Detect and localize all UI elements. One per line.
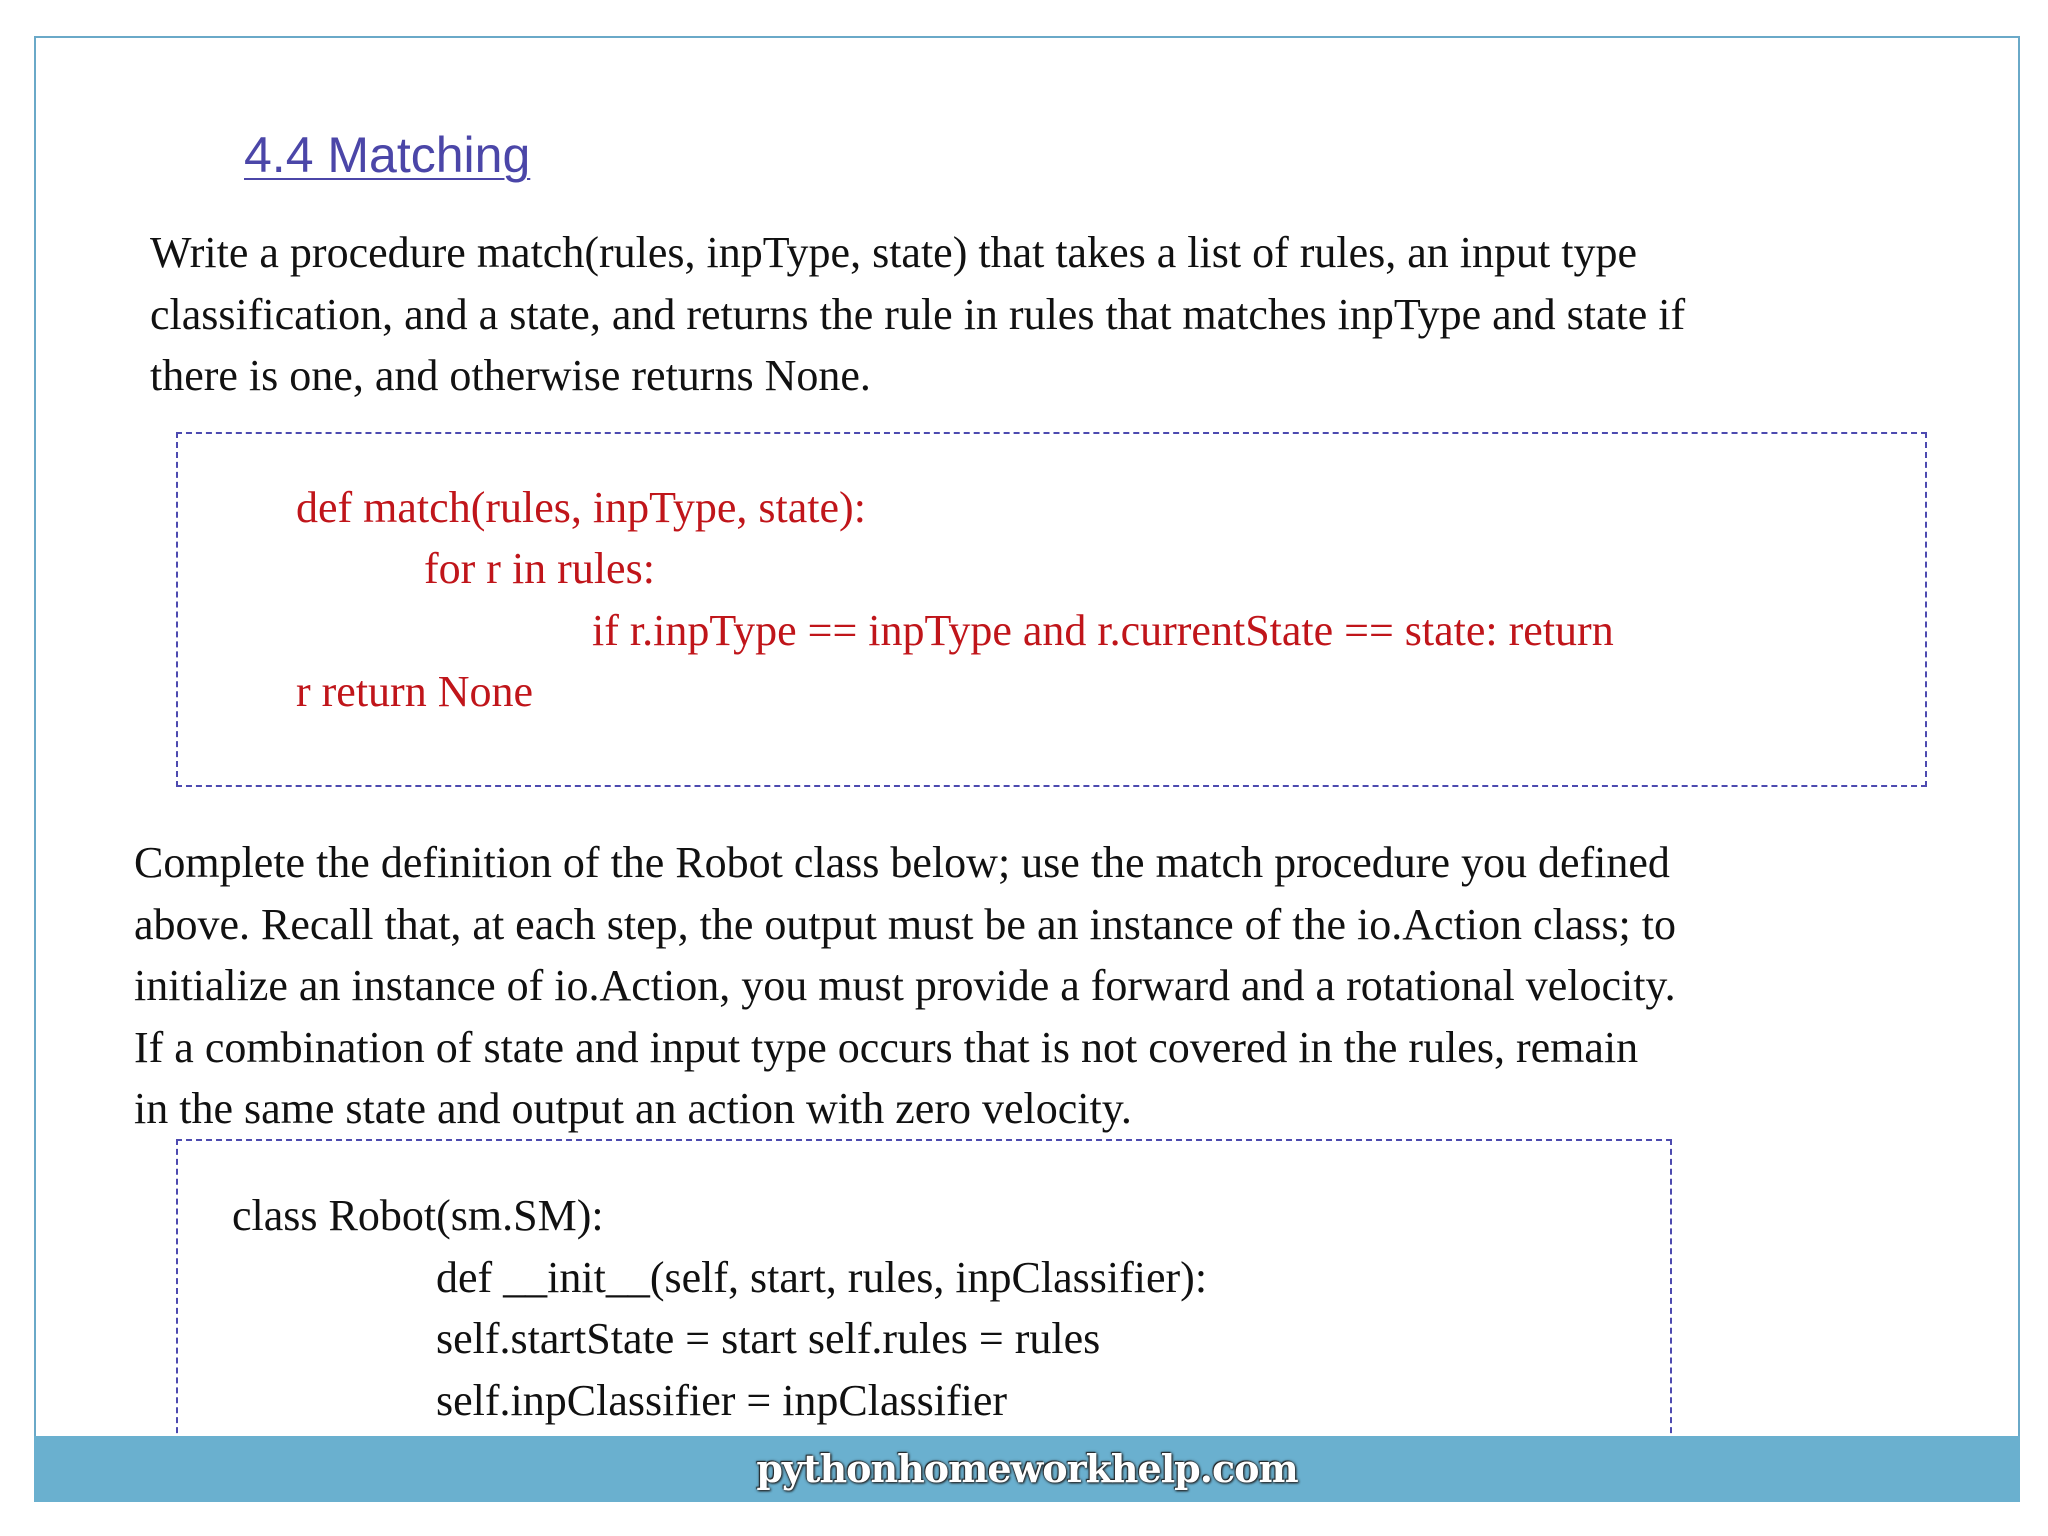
paragraph-line: in the same state and output an action with zero velocity.: [134, 1084, 1132, 1133]
code-line: def __init__(self, start, rules, inpClassifier):: [436, 1253, 1208, 1302]
code-line: self.inpClassifier = inpClassifier: [436, 1376, 1008, 1425]
section-title-link[interactable]: 4.4 Matching: [244, 127, 531, 183]
paragraph-line: If a combination of state and input type occurs that is not covered in the rules, remain: [134, 1022, 1639, 1072]
paragraph-line: Write a procedure match(rules, inpType, state) that takes a list of rules, an input type: [150, 228, 1637, 277]
instruction-paragraph-2: [134, 832, 1676, 1140]
code-line: def match(rules, inpType, state):: [296, 483, 866, 532]
paragraph-line: above. Recall that, at each step, the output must be an instance of the io.Action class; to: [134, 899, 1676, 949]
paragraph-line: initialize an instance of io.Action, you must provide a forward and a rotational velocity.: [134, 961, 1676, 1010]
code-line: class Robot(sm.SM):: [232, 1191, 604, 1240]
paragraph-line: Complete the definition of the Robot class below; use the match procedure you defined: [134, 838, 1670, 887]
code-line: r return None: [296, 667, 534, 716]
code-line: if r.inpType == inpType and r.currentState == state: return: [592, 606, 1614, 655]
instruction-paragraph-1: [150, 222, 1685, 407]
code-line: self.startState = start self.rules = rules: [436, 1314, 1101, 1363]
footer-bar: [34, 1436, 2020, 1502]
paragraph-line: there is one, and otherwise returns None.: [150, 351, 871, 400]
watermark-text: pythonhomeworkhelp.com: [756, 1446, 1298, 1491]
paragraph-line: classification, and a state, and returns the rule in rules that matches inpType and state if: [150, 289, 1686, 339]
code-line: for r in rules:: [424, 544, 655, 593]
